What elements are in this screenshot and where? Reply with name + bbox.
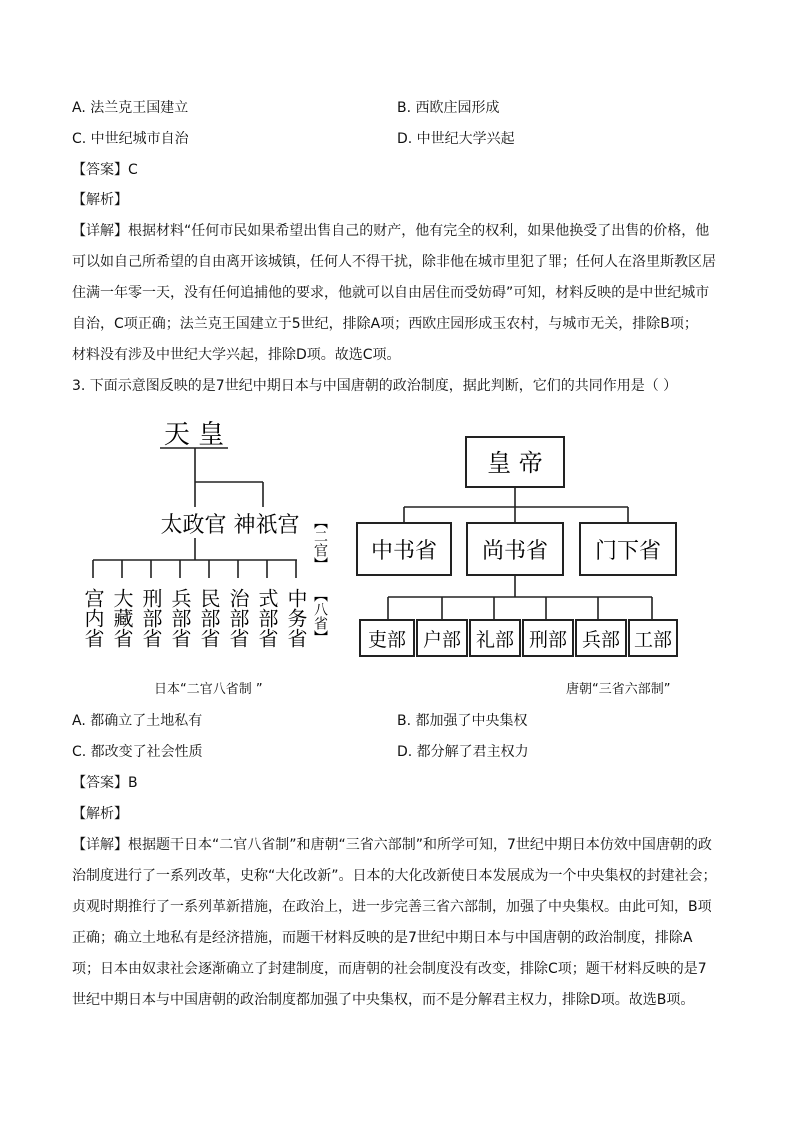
q2-option-a: A. 法兰克王国建立 [72,100,189,116]
q3-option-d: D. 都分解了君主权力 [397,744,529,760]
tang-department: 尚书省 [481,539,549,564]
q3-stem: 3. 下面示意图反映的是7世纪中期日本与中国唐朝的政治制度，据此判断，它们的共同作用是（ ） [72,378,678,394]
tang-department: 门下省 [594,539,662,564]
tang-caption: 唐朝“三省六部制” [566,682,671,697]
tang-ministry: 吏部 [367,629,407,651]
japan-ministry: 刑部省 [139,588,163,648]
political-system-diagrams [0,410,794,670]
tang-emperor-label: 皇 帝 [487,449,543,477]
tang-ministry: 工部 [633,629,673,651]
tang-ministry: 户部 [422,629,462,651]
q2-option-c: C. 中世纪城市自治 [72,131,189,147]
q3-detail-line: 治制度进行了一系列改革，史称“大化改新”。日本的大化改新使日本发展成为一个中央集权的封建社会； [72,868,717,884]
japan-ministry: 宫内省 [81,588,105,648]
q3-analysis-label: 【解析】 [72,806,128,822]
japan-ministry: 中务省 [284,588,308,648]
tang-department: 中书省 [370,539,438,564]
q2-analysis-label: 【解析】 [72,192,128,208]
japan-ministry: 大藏省 [110,588,134,648]
q2-option-d: D. 中世纪大学兴起 [397,131,515,147]
q2-answer: 【答案】C [72,162,138,178]
q3-answer: 【答案】B [72,775,138,791]
q2-detail-line: 材料没有涉及中世纪大学兴起，排除D项。故选C项。 [72,347,401,363]
tang-ministry: 礼部 [475,629,515,651]
q3-detail-line: 项；日本由奴隶社会逐渐确立了封建制度，而唐朝的社会制度没有改变，排除C项；题干材料反映的是7 [72,961,707,977]
japan-ministry: 兵部省 [168,588,192,648]
japan-bracket-two-offices: 【二官】 [312,515,328,571]
q3-option-c: C. 都改变了社会性质 [72,744,203,760]
q3-detail-line: 正确；确立土地私有是经济措施，而题干材料反映的是7世纪中期日本与中国唐朝的政治制度，排除A [72,930,693,946]
q3-option-a: A. 都确立了土地私有 [72,713,203,729]
q3-option-b: B. 都加强了中央集权 [397,713,528,729]
q3-detail-line: 世纪中期日本与中国唐朝的政治制度都加强了中央集权，而不是分解君主权力，排除D项。故选B项。 [72,992,695,1008]
japan-ministry: 民部省 [197,588,221,648]
japan-ministry: 式部省 [255,588,279,648]
q2-detail-line: 住满一年零一天，没有任何追捕他的要求，他就可以自由居住而受妨碍”可知，材料反映的是中世纪城市 [72,285,710,301]
q2-detail-line: 自治，C项正确；法兰克王国建立于5世纪，排除A项；西欧庄园形成玉农村，与城市无关，排除B项； [72,316,698,332]
q3-detail-line: 贞观时期推行了一系列革新措施，在政治上，进一步完善三省六部制，加强了中央集权。由此可知，B项 [72,899,712,915]
japan-emperor-label: 天 皇 [163,420,225,450]
q3-detail-line: 【详解】根据题干日本“二官八省制”和唐朝“三省六部制”和所学可知，7世纪中期日本仿效中国唐朝的政 [72,837,712,853]
japan-ministry: 治部省 [226,588,250,648]
tang-ministry: 兵部 [581,629,621,651]
q2-option-b: B. 西欧庄园形成 [397,100,500,116]
japan-two-offices-label: 太政官 神祇宫 [160,513,300,538]
tang-ministry: 刑部 [528,629,568,651]
q2-detail-line: 【详解】根据材料“任何市民如果希望出售自己的财产，他有完全的权利，如果他换受了出售的价格，他 [72,223,710,239]
japan-bracket-eight-ministries: 【八省】 [312,588,328,644]
q2-detail-line: 可以如自己所希望的自由离开该城镇，任何人不得干扰，除非他在城市里犯了罪；任何人在洛里斯教区居 [72,254,716,270]
japan-caption: 日本“二官八省制 ” [154,682,263,697]
